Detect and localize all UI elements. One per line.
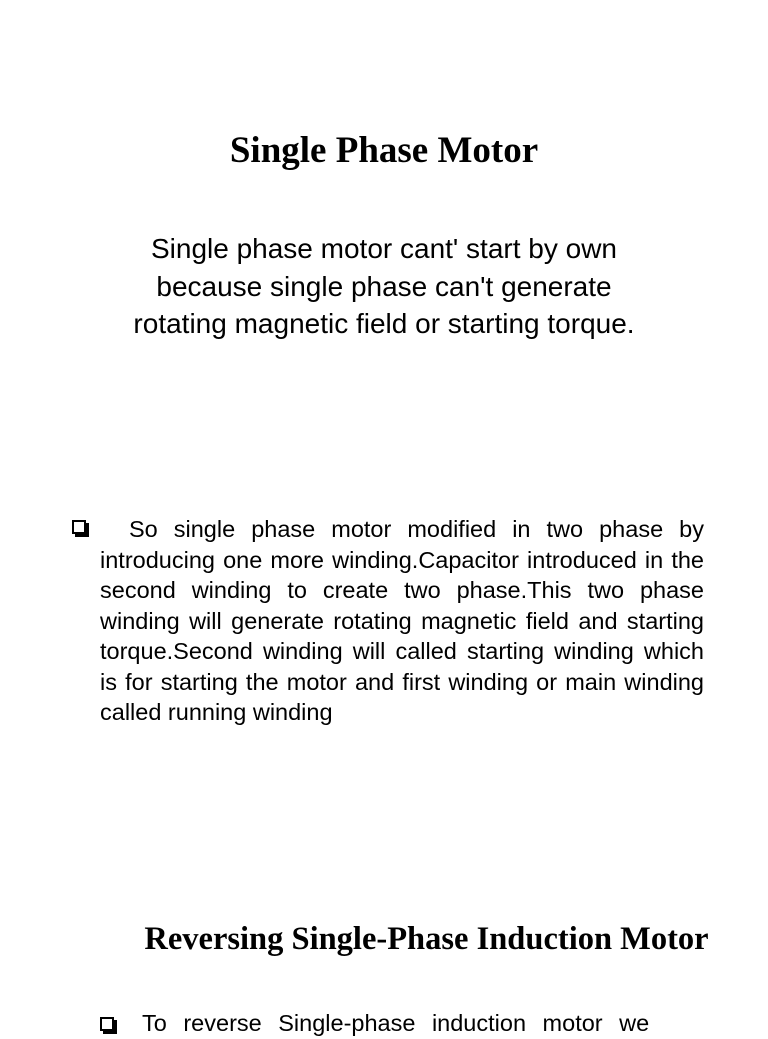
intro-paragraph: Single phase motor cant' start by own because single phase can't generate rotating magnetic field or starting torque. — [133, 233, 635, 339]
bullet-text: So single phase motor modified in two phase by introducing one more winding.Capacitor introduced in the second winding to create two phase.This two phase winding will generate rotating magnetic field and starting torque.Second winding will called starting winding which is for starting the motor and first winding or main winding called running winding — [100, 516, 704, 725]
bullet-text: To reverse Single-phase induction motor we — [142, 1010, 650, 1036]
bullet-item — [70, 1008, 704, 1039]
checkbox-bullet-icon — [72, 520, 86, 534]
bullet-item — [70, 514, 704, 728]
checkbox-bullet-icon — [100, 1017, 114, 1031]
page-title: Single Phase Motor — [229, 130, 539, 171]
section-title: Reversing Single-Phase Induction Motor — [144, 921, 709, 957]
